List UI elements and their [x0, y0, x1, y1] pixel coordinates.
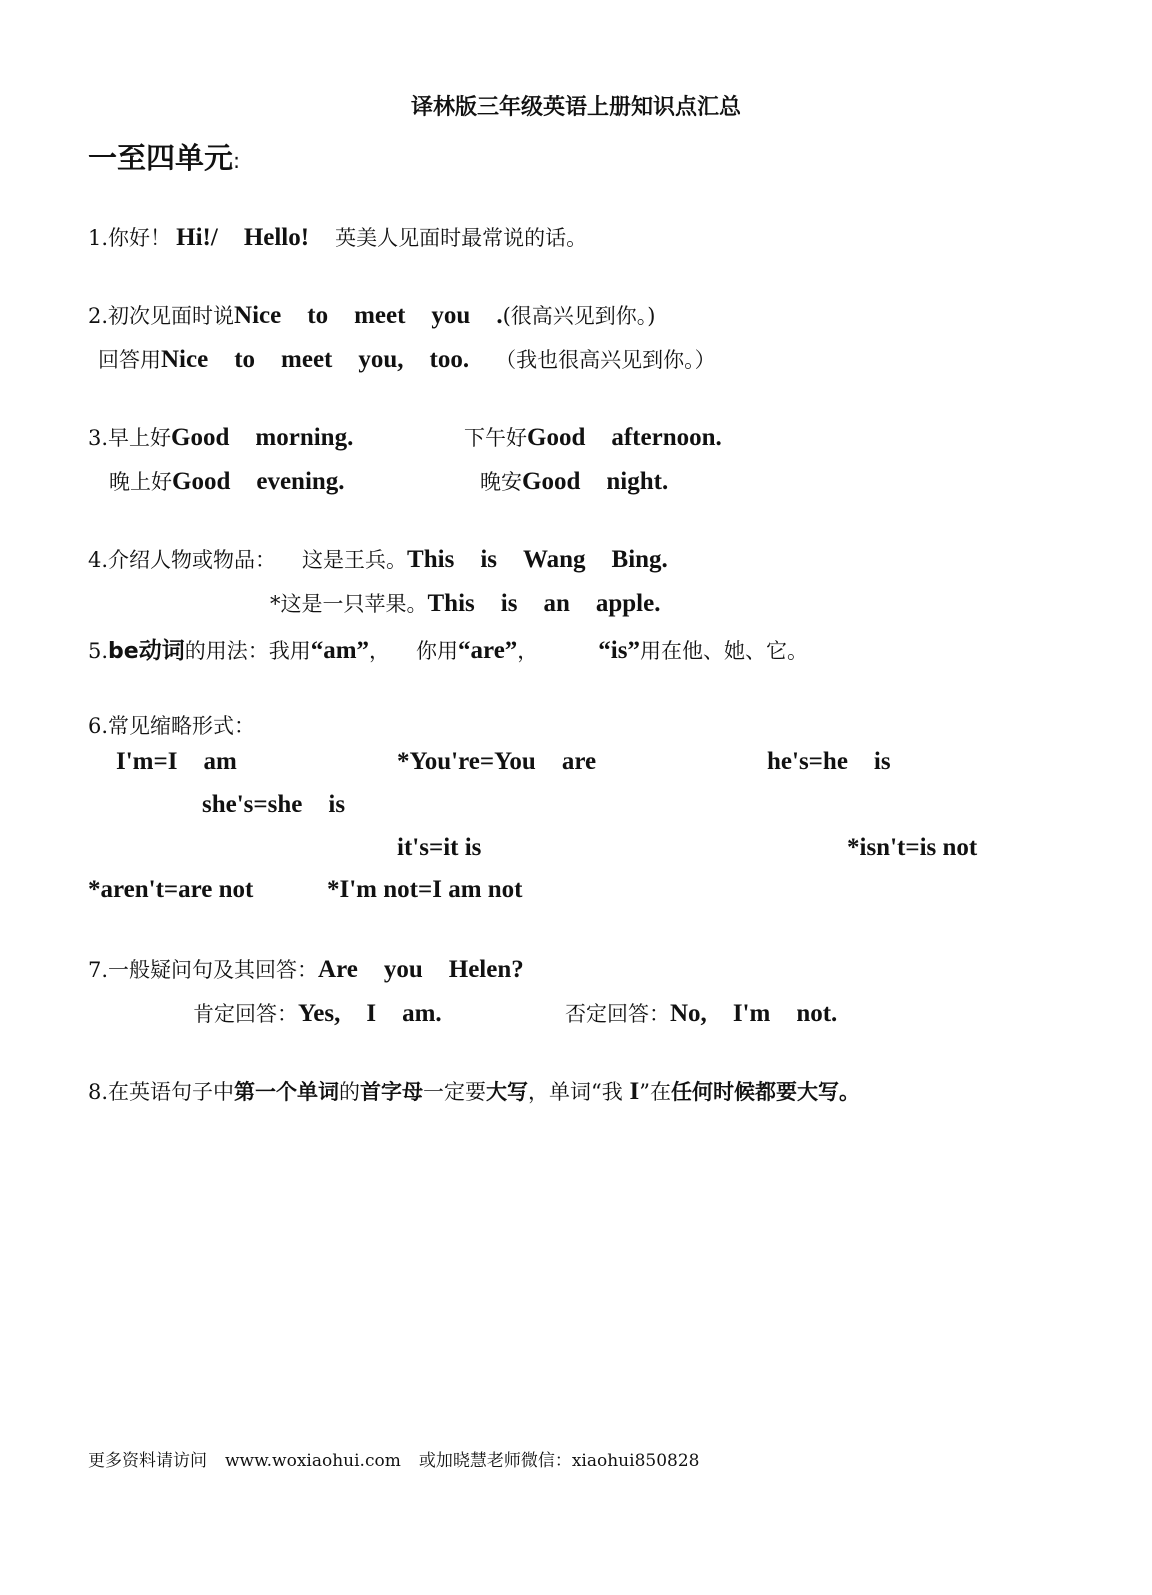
word: am: [203, 748, 237, 775]
word: Good: [522, 468, 581, 495]
item-3-morning: [88, 422, 353, 452]
item-number: 6.: [88, 714, 109, 738]
contraction: *I'm not=I am not: [327, 876, 523, 903]
contraction: *aren't=are not: [88, 876, 254, 903]
word: he's=he: [767, 748, 848, 775]
item-1-note: 英美人见面时最常说的话。: [335, 226, 588, 250]
word: *You're=You: [397, 748, 536, 775]
word: an: [543, 590, 570, 617]
word-am: “am”: [310, 637, 370, 664]
word: is: [328, 791, 346, 818]
word: I'm: [732, 1000, 771, 1027]
word: she's=she: [202, 791, 303, 818]
word: am.: [402, 1000, 442, 1027]
word: to: [307, 302, 329, 329]
item-8-emphasis: 首字母: [360, 1080, 424, 1104]
word: too.: [429, 346, 470, 373]
word: is: [873, 748, 891, 775]
item-2-reply: [98, 344, 716, 374]
example-cn: 这是王兵。: [302, 548, 408, 572]
item-7: [88, 954, 524, 984]
greeting-cn: 下午好: [464, 426, 527, 450]
word: I'm=I: [116, 748, 178, 775]
greeting-cn: 晚上好: [109, 470, 172, 494]
word: is: [500, 590, 518, 617]
contraction: [397, 748, 596, 776]
word: Good: [171, 424, 230, 451]
word: to: [234, 346, 256, 373]
item-4-cn: 介绍人物或物品：: [108, 548, 277, 572]
verb-label: 动词: [138, 638, 185, 664]
item-number: 5.: [88, 639, 109, 663]
item-7-cn: 一般疑问句及其回答：: [108, 958, 319, 982]
item-3-afternoon: [464, 422, 722, 452]
word: you: [383, 956, 423, 983]
word-are: “are”: [458, 637, 518, 664]
word: meet: [354, 302, 406, 329]
answer-label: 否定回答：: [565, 1002, 670, 1026]
item-number: 3.: [88, 426, 109, 450]
item-number: 8.: [88, 1080, 109, 1104]
word: morning.: [255, 424, 354, 451]
word: evening.: [256, 468, 345, 495]
word: meet: [281, 346, 333, 373]
word: apple.: [595, 590, 661, 617]
word: Nice: [234, 302, 282, 329]
section-heading: [88, 136, 240, 177]
item-number: 1.: [88, 226, 109, 250]
footer: [88, 1446, 699, 1471]
item-1-hi: Hi!/: [176, 224, 218, 251]
item-6-cn: 常见缩略形式：: [108, 714, 256, 738]
item-number: 4.: [88, 548, 109, 572]
item-8-text: 在英语句子中: [108, 1080, 235, 1104]
item-5-text: 你用: [416, 639, 459, 663]
section-heading-text: 一至四单元: [88, 141, 234, 175]
item-2-reply-note: （我也很高兴见到你。）: [495, 348, 716, 372]
word: Good: [172, 468, 231, 495]
word: .: [496, 302, 503, 329]
word: Wang: [523, 546, 586, 573]
word: Nice: [161, 346, 209, 373]
word: you: [431, 302, 471, 329]
contraction: *isn't=is not: [847, 834, 978, 861]
footer-text: 或加晓慧老师微信：xiaohui850828: [418, 1451, 700, 1471]
word: are: [561, 748, 597, 775]
item-2-reply-cn: 回答用: [98, 348, 161, 372]
section-colon: :: [233, 149, 241, 173]
word: afternoon.: [611, 424, 722, 451]
word: No,: [670, 1000, 707, 1027]
item-6: [88, 710, 255, 740]
item-8-text: ”在: [639, 1080, 671, 1104]
page-title: 译林版三年级英语上册知识点汇总: [410, 94, 741, 120]
item-8-text: 一定要: [423, 1080, 487, 1104]
item-number: 2.: [88, 304, 109, 328]
item-1-hello: Hello!: [243, 224, 310, 251]
item-8: [88, 1076, 860, 1106]
item-8-text: ，单词“我: [528, 1080, 630, 1104]
footer-link[interactable]: www.woxiaohui.com: [225, 1451, 401, 1471]
word: This: [427, 590, 475, 617]
word: is: [480, 546, 497, 573]
footer-text: 更多资料请访问: [88, 1451, 207, 1471]
contraction: [116, 748, 237, 776]
word: you,: [358, 346, 404, 373]
contraction: [202, 791, 345, 819]
item-4: [88, 544, 668, 574]
item-2-cn: 初次见面时说: [108, 304, 235, 328]
item-8-emphasis: 大写: [486, 1080, 529, 1104]
greeting-cn: 早上好: [108, 426, 172, 450]
example-cn: *这是一只苹果。: [270, 592, 428, 616]
word-I: I: [629, 1078, 640, 1105]
word: not.: [796, 1000, 838, 1027]
word: Are: [318, 956, 358, 983]
item-5: [88, 632, 808, 665]
item-1-cn: 你好！: [108, 226, 172, 250]
word: Helen?: [448, 956, 524, 983]
item-8-emphasis: 第一个单词: [234, 1080, 340, 1104]
item-2-note: (很高兴见到你。): [502, 304, 656, 328]
answer-label: 肯定回答：: [193, 1002, 298, 1026]
item-2: [88, 300, 655, 330]
item-1: [88, 222, 587, 252]
word: Yes,: [298, 1000, 341, 1027]
item-4-example-2: [270, 588, 660, 618]
word: night.: [606, 468, 669, 495]
contraction: [767, 748, 891, 776]
item-7-yes: [193, 998, 442, 1028]
greeting-cn: 晚安: [480, 470, 522, 494]
comma: ，: [517, 639, 539, 663]
word: Good: [527, 424, 586, 451]
item-3-night: [480, 466, 668, 496]
item-8-emphasis: 任何时候都要大写。: [670, 1080, 860, 1104]
item-7-no: [565, 998, 837, 1028]
contraction: it's=it is: [397, 834, 482, 861]
item-number: 7.: [88, 958, 109, 982]
item-8-text: 的: [339, 1080, 361, 1104]
word: Bing.: [611, 546, 668, 573]
be-word: be: [108, 639, 139, 664]
comma: ，: [369, 639, 391, 663]
word-is: “is”: [598, 637, 640, 664]
item-5-text: 的用法：我用: [184, 639, 311, 663]
word: I: [366, 1000, 377, 1027]
word: This: [407, 546, 455, 573]
item-3-evening: [109, 466, 345, 496]
item-5-text: 用在他、她、它。: [639, 639, 808, 663]
